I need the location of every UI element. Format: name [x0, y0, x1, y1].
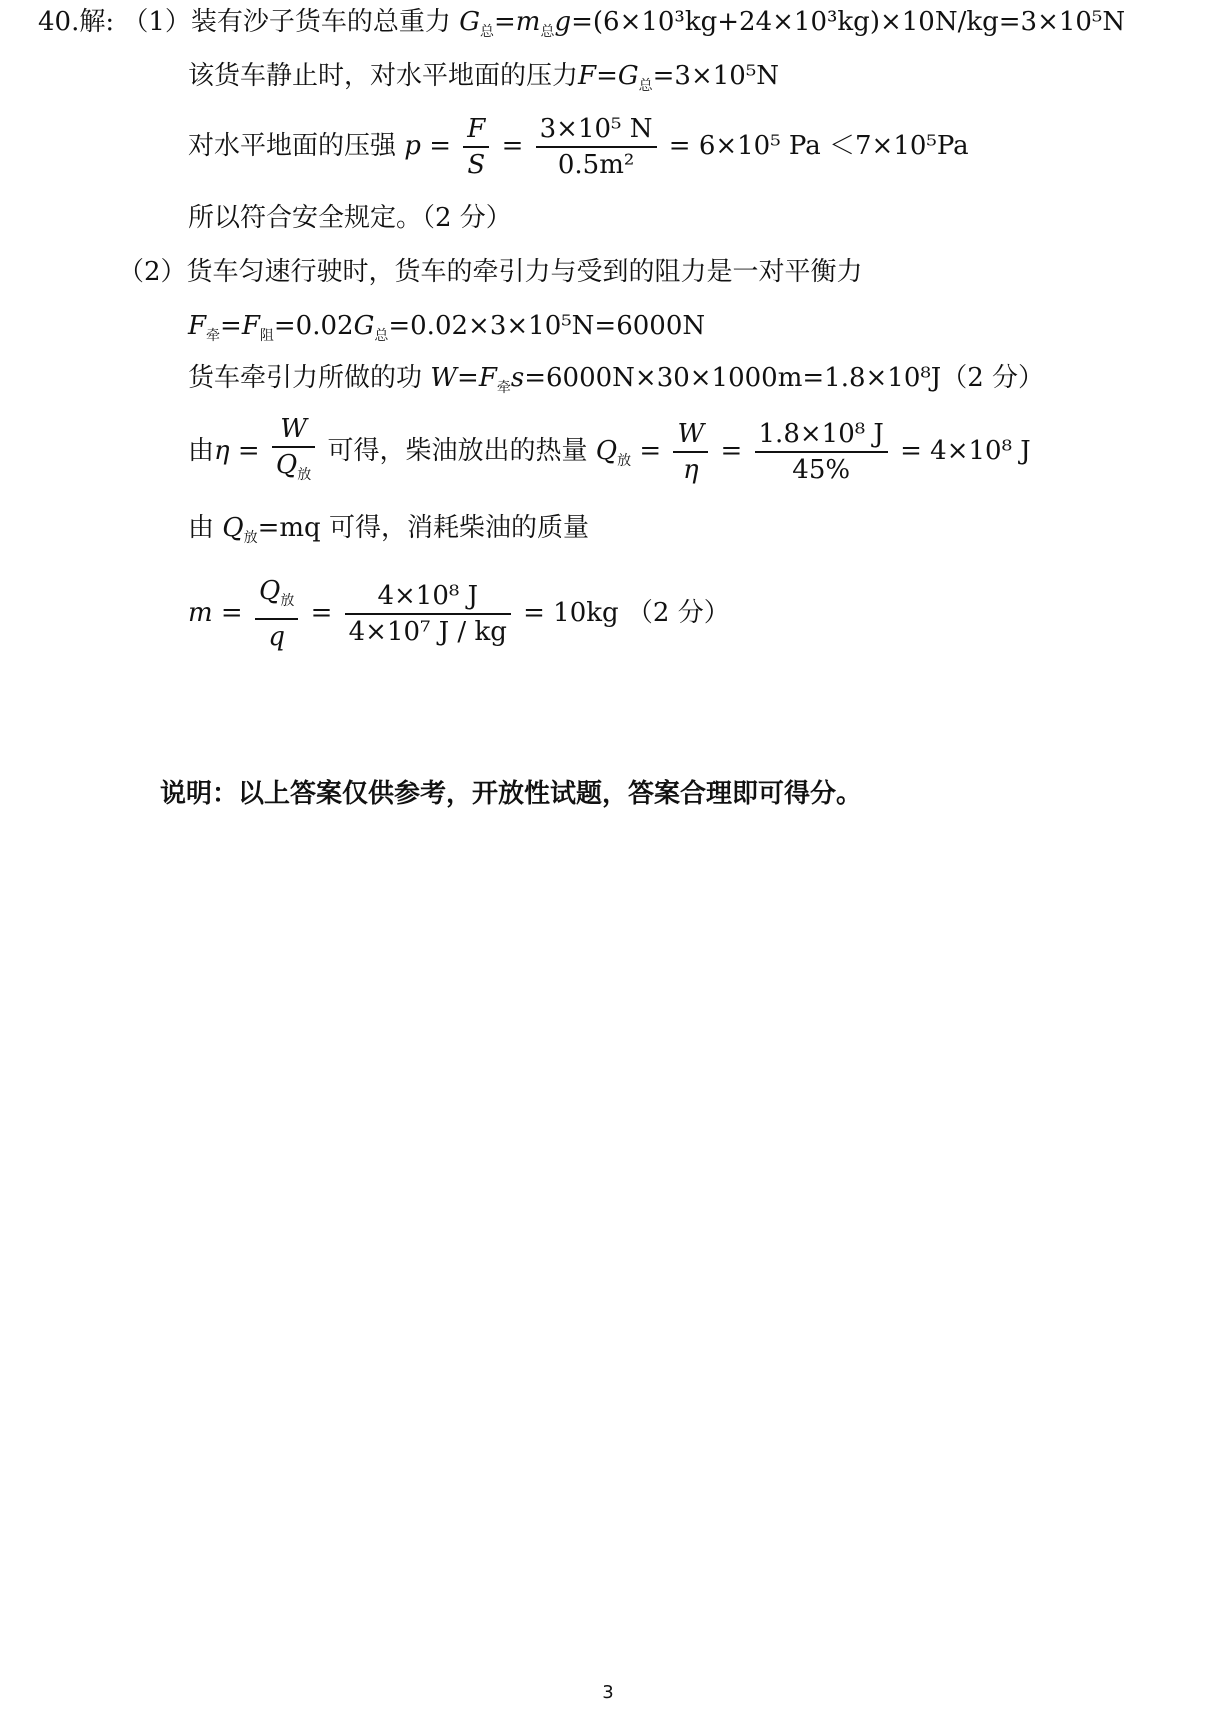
part2-line2: $F_牵=F_阻=0.02G_总=0.02\times 3\times 10^5N=6000N$: [188, 311, 706, 344]
part2-line3: 货车牵引力所做的功 $W=F_牵s=6000N\times 30\times 1000m=1.8\times 10^8J(2$ 分）: [188, 363, 1045, 396]
part2-line5: 由 $Q_放=mq$ 可得，消耗柴油的质量: [188, 513, 589, 546]
part1-line2: 该货车静止时，对水平地面的压力$F=G_总=3\times 10^5N$: [188, 61, 780, 94]
total-weight-eq: =(6×10³kg+24×10³kg)×10N/kg=3×10⁵N: [571, 7, 1126, 37]
part1-line4: 所以符合安全规定。（2 分）: [188, 203, 512, 233]
heat-fraction-numeric: $\frac{\text{1.8×10⁸ J}}{45\%}$: [755, 417, 888, 487]
mass-fraction-symbolic: $\frac{Q_放}{q}$: [255, 574, 298, 654]
part1-line1: 40.解: （1）装有沙子货车的总重力 $G_总=m_总g=(6\times 10^3kg+24\times 10^3kg)\times 10N/kg=3\times 10^5N$: [38, 7, 1126, 40]
efficiency-fraction: $\frac{W}{Q_放}$: [272, 412, 315, 492]
part1-intro: 装有沙子货车的总重力: [190, 7, 451, 37]
part1-line3: 对水平地面的压强 p = $\frac{F}{S}$ = $\frac{\text{3×10⁵ N}}{\text{0.5m²}}$ = 6×10⁵ Pa ＜7×10⁵Pa: [188, 114, 969, 180]
answer-note: 说明：以上答案仅供参考，开放性试题，答案合理即可得分。: [160, 779, 863, 809]
page-number: 3: [602, 1682, 614, 1703]
part1-label: （1）: [122, 7, 191, 37]
part2-line1: （2）货车匀速行驶时，货车的牵引力与受到的阻力是一对平衡力: [118, 257, 863, 287]
heat-fraction-symbolic: $\frac{W}{\eta}$: [673, 417, 708, 487]
pressure-fraction-symbolic: $\frac{F}{S}$: [463, 112, 489, 182]
pressure-fraction-numeric: $\frac{\text{3×10⁵ N}}{\text{0.5m²}}$: [536, 112, 657, 182]
mass-fraction-numeric: $\frac{\text{4×10⁸ J}}{\text{4×10⁷ J / kg}}$: [345, 579, 511, 649]
part2-label: （2）: [118, 257, 187, 287]
question-number: 40.解:: [38, 7, 115, 37]
part2-line4: 由η = $\frac{W}{Q_放}$ 可得，柴油放出的热量 $Q_放$ = $\frac{W}{\eta}$ = $\frac{\text{1.8×10⁸ J}}{45\%}$ = 4×10⁸ J: [188, 412, 1031, 492]
part2-line6: m = $\frac{Q_放}{q}$ = $\frac{\text{4×10⁸ J}}{\text{4×10⁷ J / kg}}$ = 10kg （2 分）: [188, 576, 730, 652]
